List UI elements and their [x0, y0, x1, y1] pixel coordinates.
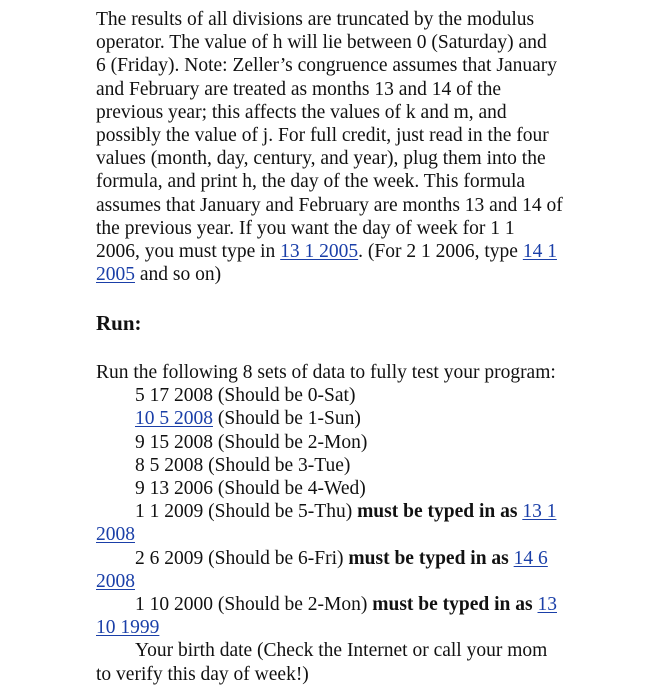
list-item: 9 15 2008 (Should be 2-Mon) [135, 431, 368, 453]
run-intro: Run the following 8 sets of data to fully test your program: [96, 362, 556, 383]
list-item-text: 1 10 2000 (Should be 2-Mon) [135, 594, 373, 616]
intro-line: previous year; this affects the values of k and m, and [96, 101, 507, 123]
emphasis-text: must be typed in as [372, 594, 533, 616]
intro-line: values (month, day, century, and year), plug them into the [96, 148, 546, 170]
intro-text: and so on) [135, 264, 222, 286]
list-item-text: (Should be 1-Sun) [213, 408, 361, 430]
intro-text: 2006, you must type in [96, 241, 281, 263]
intro-paragraph [96, 8, 576, 286]
intro-line: formula, and print h, the day of the week. This formula [96, 171, 526, 193]
list-item [96, 500, 576, 523]
intro-line: 6 (Friday). Note: Zeller’s congruence assumes that January [96, 55, 557, 77]
intro-line: operator. The value of h will lie between 0 (Saturday) and [96, 32, 547, 54]
intro-line [96, 263, 576, 286]
list-item: 5 17 2008 (Should be 0-Sat) [135, 385, 356, 407]
example-link-13-10-1999[interactable]: 13 [537, 594, 557, 616]
list-item-text: 1 1 2009 (Should be 5-Thu) [135, 501, 358, 523]
intro-line: The results of all divisions are truncated by the modulus [96, 9, 535, 30]
intro-line: and February are treated as months 13 and 14 of the [96, 78, 502, 100]
list-item-wrap [96, 523, 576, 546]
emphasis-text: must be typed in as [357, 501, 518, 523]
document-page [96, 8, 576, 685]
run-heading: Run: [96, 311, 142, 335]
example-link-13-1-2008[interactable]: 13 1 [522, 501, 557, 523]
example-link-14-1-2005-cont[interactable]: 2005 [96, 264, 135, 286]
emphasis-text: must be typed in as [348, 547, 509, 569]
example-link-14-1-2005[interactable]: 14 1 [522, 241, 557, 263]
list-item-wrap [96, 616, 576, 639]
list-item-wrap: to verify this day of week!) [96, 663, 309, 685]
intro-line: possibly the value of j. For full credit, just read in the four [96, 125, 549, 147]
intro-line [96, 240, 576, 263]
example-link-10-5-2008[interactable]: 10 5 2008 [135, 408, 213, 430]
list-item-text: 2 6 2009 (Should be 6-Fri) [135, 547, 349, 569]
example-link-13-1-2008-cont[interactable]: 2008 [96, 524, 135, 546]
intro-text: . (For 2 1 2006, type [358, 241, 523, 263]
run-list [96, 361, 576, 686]
list-item [96, 593, 576, 616]
intro-line: the previous year. If you want the day of week for 1 1 [96, 217, 515, 239]
intro-line: assumes that January and February are months 13 and 14 of [96, 194, 563, 216]
list-item: 8 5 2008 (Should be 3-Tue) [135, 454, 351, 476]
run-section [96, 361, 576, 686]
list-item: 9 13 2006 (Should be 4-Wed) [135, 478, 366, 500]
list-item: Your birth date (Check the Internet or call your mom [135, 640, 548, 662]
example-link-14-6-2008[interactable]: 14 6 [513, 547, 548, 569]
example-link-14-6-2008-cont[interactable]: 2008 [96, 570, 135, 592]
list-item-wrap [96, 570, 576, 593]
list-item [96, 547, 576, 570]
example-link-13-1-2005[interactable]: 13 1 2005 [280, 241, 359, 263]
list-item [96, 407, 576, 430]
example-link-13-10-1999-cont[interactable]: 10 1999 [96, 617, 160, 639]
